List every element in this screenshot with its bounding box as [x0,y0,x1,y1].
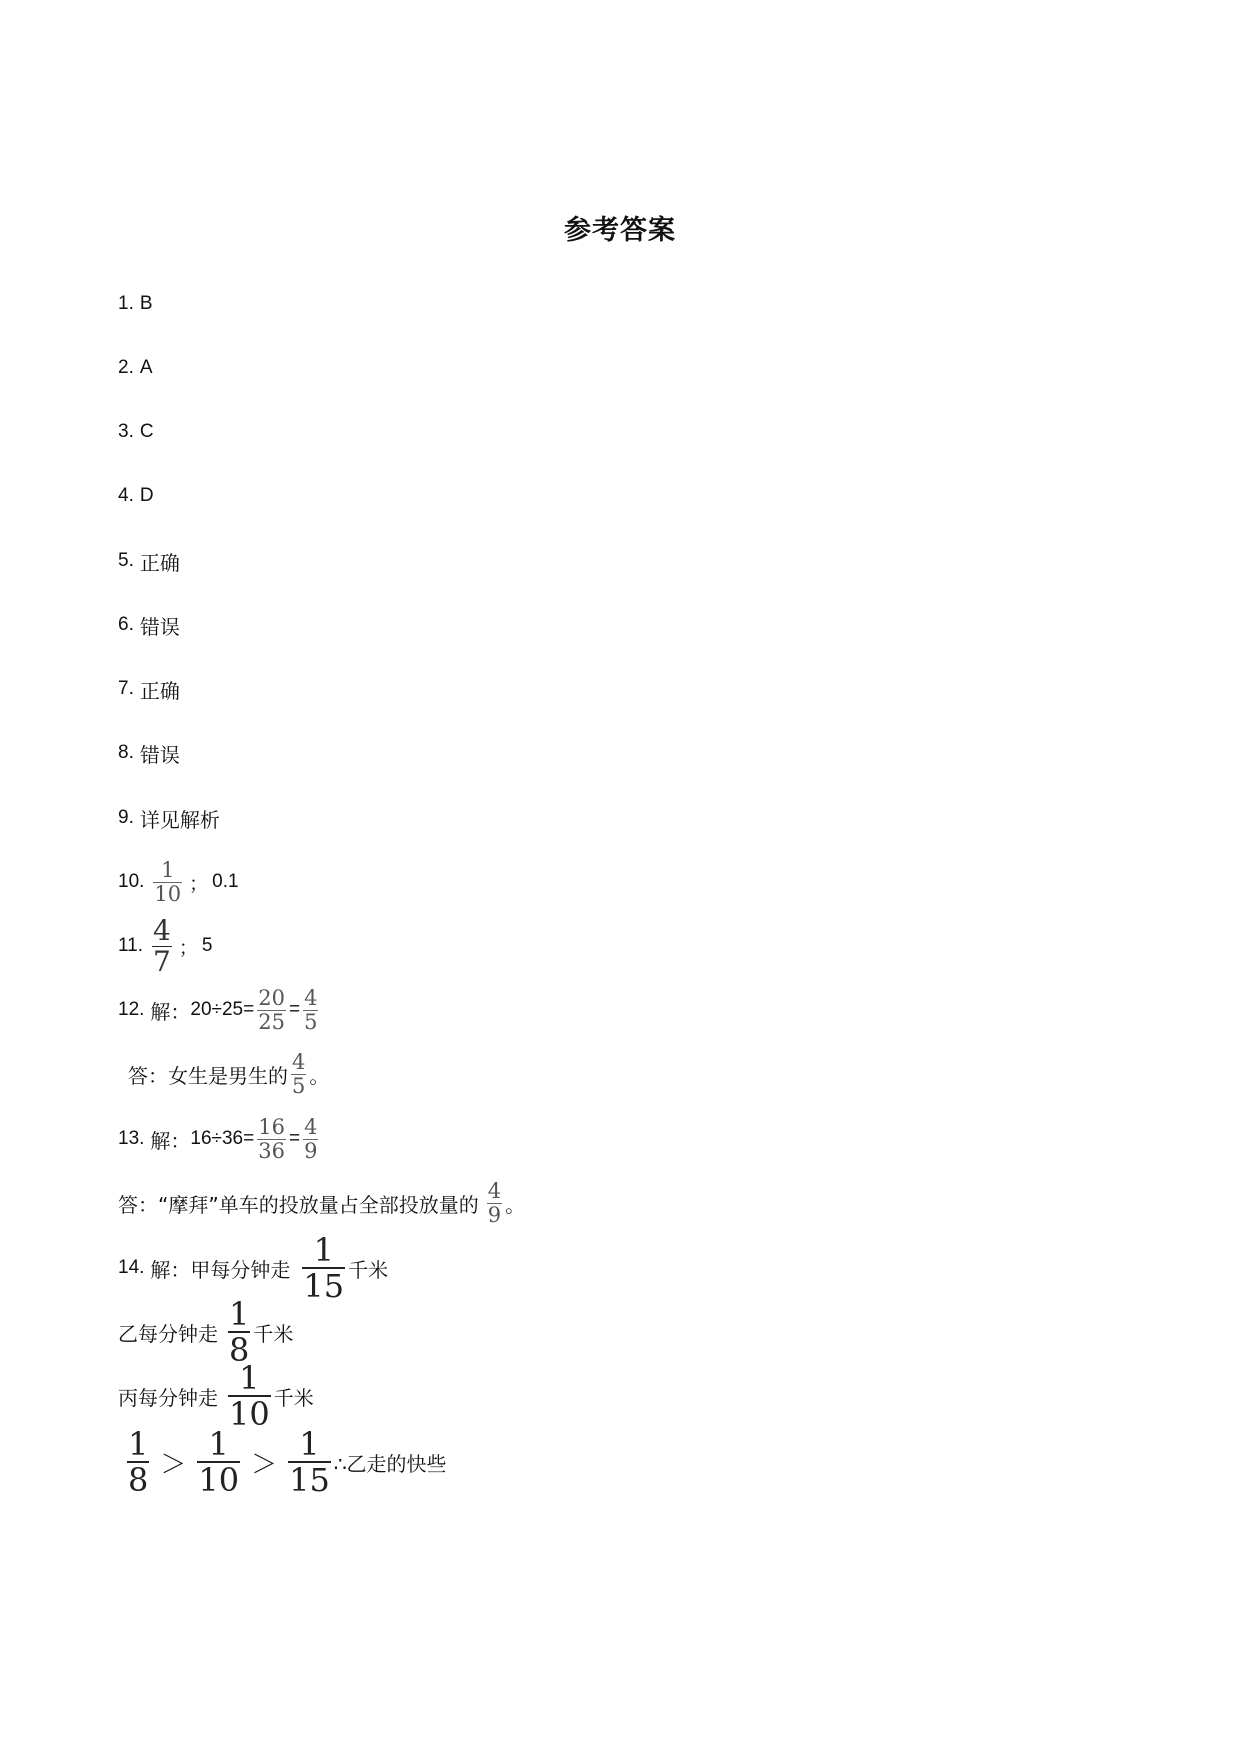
denominator: 25 [258,1009,285,1034]
greater-than-sign: ＞ [251,1449,278,1480]
answer-9 [118,788,220,848]
answer-number: 14. [118,1257,145,1278]
separator: ； [189,872,209,895]
answer-text: 0.1 [212,871,239,892]
fraction [303,1114,318,1163]
fraction [152,913,172,978]
answer-text: 5 [201,935,213,956]
answer-text: 错误 [139,742,180,767]
numerator: 4 [487,1178,502,1203]
solution-prefix: 解： [150,999,191,1024]
equals-sign: = [288,999,301,1020]
fraction [228,1359,271,1433]
answer-1 [118,274,153,334]
denominator: 9 [304,1138,318,1163]
conclusion-text: ∴乙走的快些 [333,1451,447,1476]
answer-suffix: 。 [505,1192,526,1217]
answer-text: 正确 [139,678,180,703]
fraction [257,985,286,1034]
denominator: 10 [229,1395,270,1433]
numerator: 1 [313,1231,334,1269]
answer-10 [118,852,239,912]
fraction [228,1295,250,1369]
answer-12-conclusion [128,1044,329,1104]
answer-2 [118,338,153,398]
denominator: 36 [258,1138,285,1163]
solution-prefix: 解：甲每分钟走 [150,1257,291,1282]
numerator: 1 [128,1425,149,1463]
answer-text: 正确 [139,550,180,575]
answer-14-comparison [124,1425,447,1499]
answer-12-solution [118,980,321,1040]
answer-text: 错误 [139,614,180,639]
answer-3 [118,402,154,462]
answer-number: 12. [118,999,145,1020]
answer-5 [118,531,180,591]
answer-number: 5. [118,550,134,571]
numerator: 4 [304,1114,318,1139]
fraction [303,985,318,1034]
answer-number: 4. [118,485,134,506]
answer-14-bing [118,1359,314,1433]
fraction [197,1425,240,1499]
denominator: 5 [292,1073,306,1098]
answer-number: 9. [118,807,134,828]
page-title: 参考答案 [564,215,676,246]
denominator: 10 [154,881,182,906]
answer-7 [118,659,180,719]
denominator: 8 [128,1461,149,1499]
numerator: 4 [292,1049,306,1074]
fraction [153,857,182,906]
separator: ； [178,936,198,959]
fraction [288,1425,331,1499]
fraction [257,1114,286,1163]
denominator: 5 [304,1009,318,1034]
numerator: 4 [304,985,318,1010]
denominator: 7 [153,944,171,978]
denominator: 15 [303,1267,345,1305]
answer-11 [118,913,213,978]
answer-text: 答：“摩拜”单车的投放量占全部投放量的 [118,1192,479,1217]
numerator: 1 [229,1295,250,1333]
numerator: 16 [258,1114,285,1139]
answer-13-solution [118,1109,321,1169]
answer-number: 7. [118,678,134,699]
answer-text: D [139,485,154,506]
numerator: 1 [239,1359,260,1397]
answer-13-conclusion [118,1173,525,1233]
denominator: 10 [198,1461,240,1499]
unit-label: 千米 [253,1321,294,1346]
denominator: 9 [487,1202,502,1227]
answer-8 [118,723,180,783]
answer-text: 答：女生是男生的 [128,1063,288,1088]
answer-number: 13. [118,1128,145,1149]
answer-text: 详见解析 [139,807,220,832]
answer-6 [118,595,180,655]
solution-prefix: 解： [150,1128,191,1153]
bing-prefix: 丙每分钟走 [118,1385,218,1410]
answer-text: C [139,421,154,442]
fraction [487,1178,502,1227]
answer-4 [118,466,154,526]
answer-14-jia [118,1231,389,1305]
expression: 16÷36= [190,1128,255,1149]
denominator: 8 [229,1331,250,1369]
numerator: 1 [208,1425,229,1463]
expression: 20÷25= [190,999,255,1020]
numerator: 20 [258,985,285,1010]
answer-number: 11. [118,935,144,956]
answer-number: 3. [118,421,134,442]
answer-number: 8. [118,742,134,763]
unit-label: 千米 [273,1385,314,1410]
answer-number: 2. [118,357,134,378]
unit-label: 千米 [348,1257,389,1282]
numerator: 1 [299,1425,320,1463]
answer-text: A [139,357,153,378]
answer-number: 6. [118,614,134,635]
answer-number: 1. [118,293,134,314]
fraction [127,1425,149,1499]
greater-than-sign: ＞ [160,1449,187,1480]
fraction [291,1049,306,1098]
answer-suffix: 。 [309,1063,330,1088]
answer-text: B [139,293,153,314]
numerator: 4 [153,913,171,947]
answer-14-yi [118,1295,294,1369]
denominator: 15 [289,1461,330,1499]
fraction [302,1231,345,1305]
equals-sign: = [288,1128,301,1149]
numerator: 1 [161,857,175,882]
answer-number: 10. [118,871,145,892]
yi-prefix: 乙每分钟走 [118,1321,218,1346]
